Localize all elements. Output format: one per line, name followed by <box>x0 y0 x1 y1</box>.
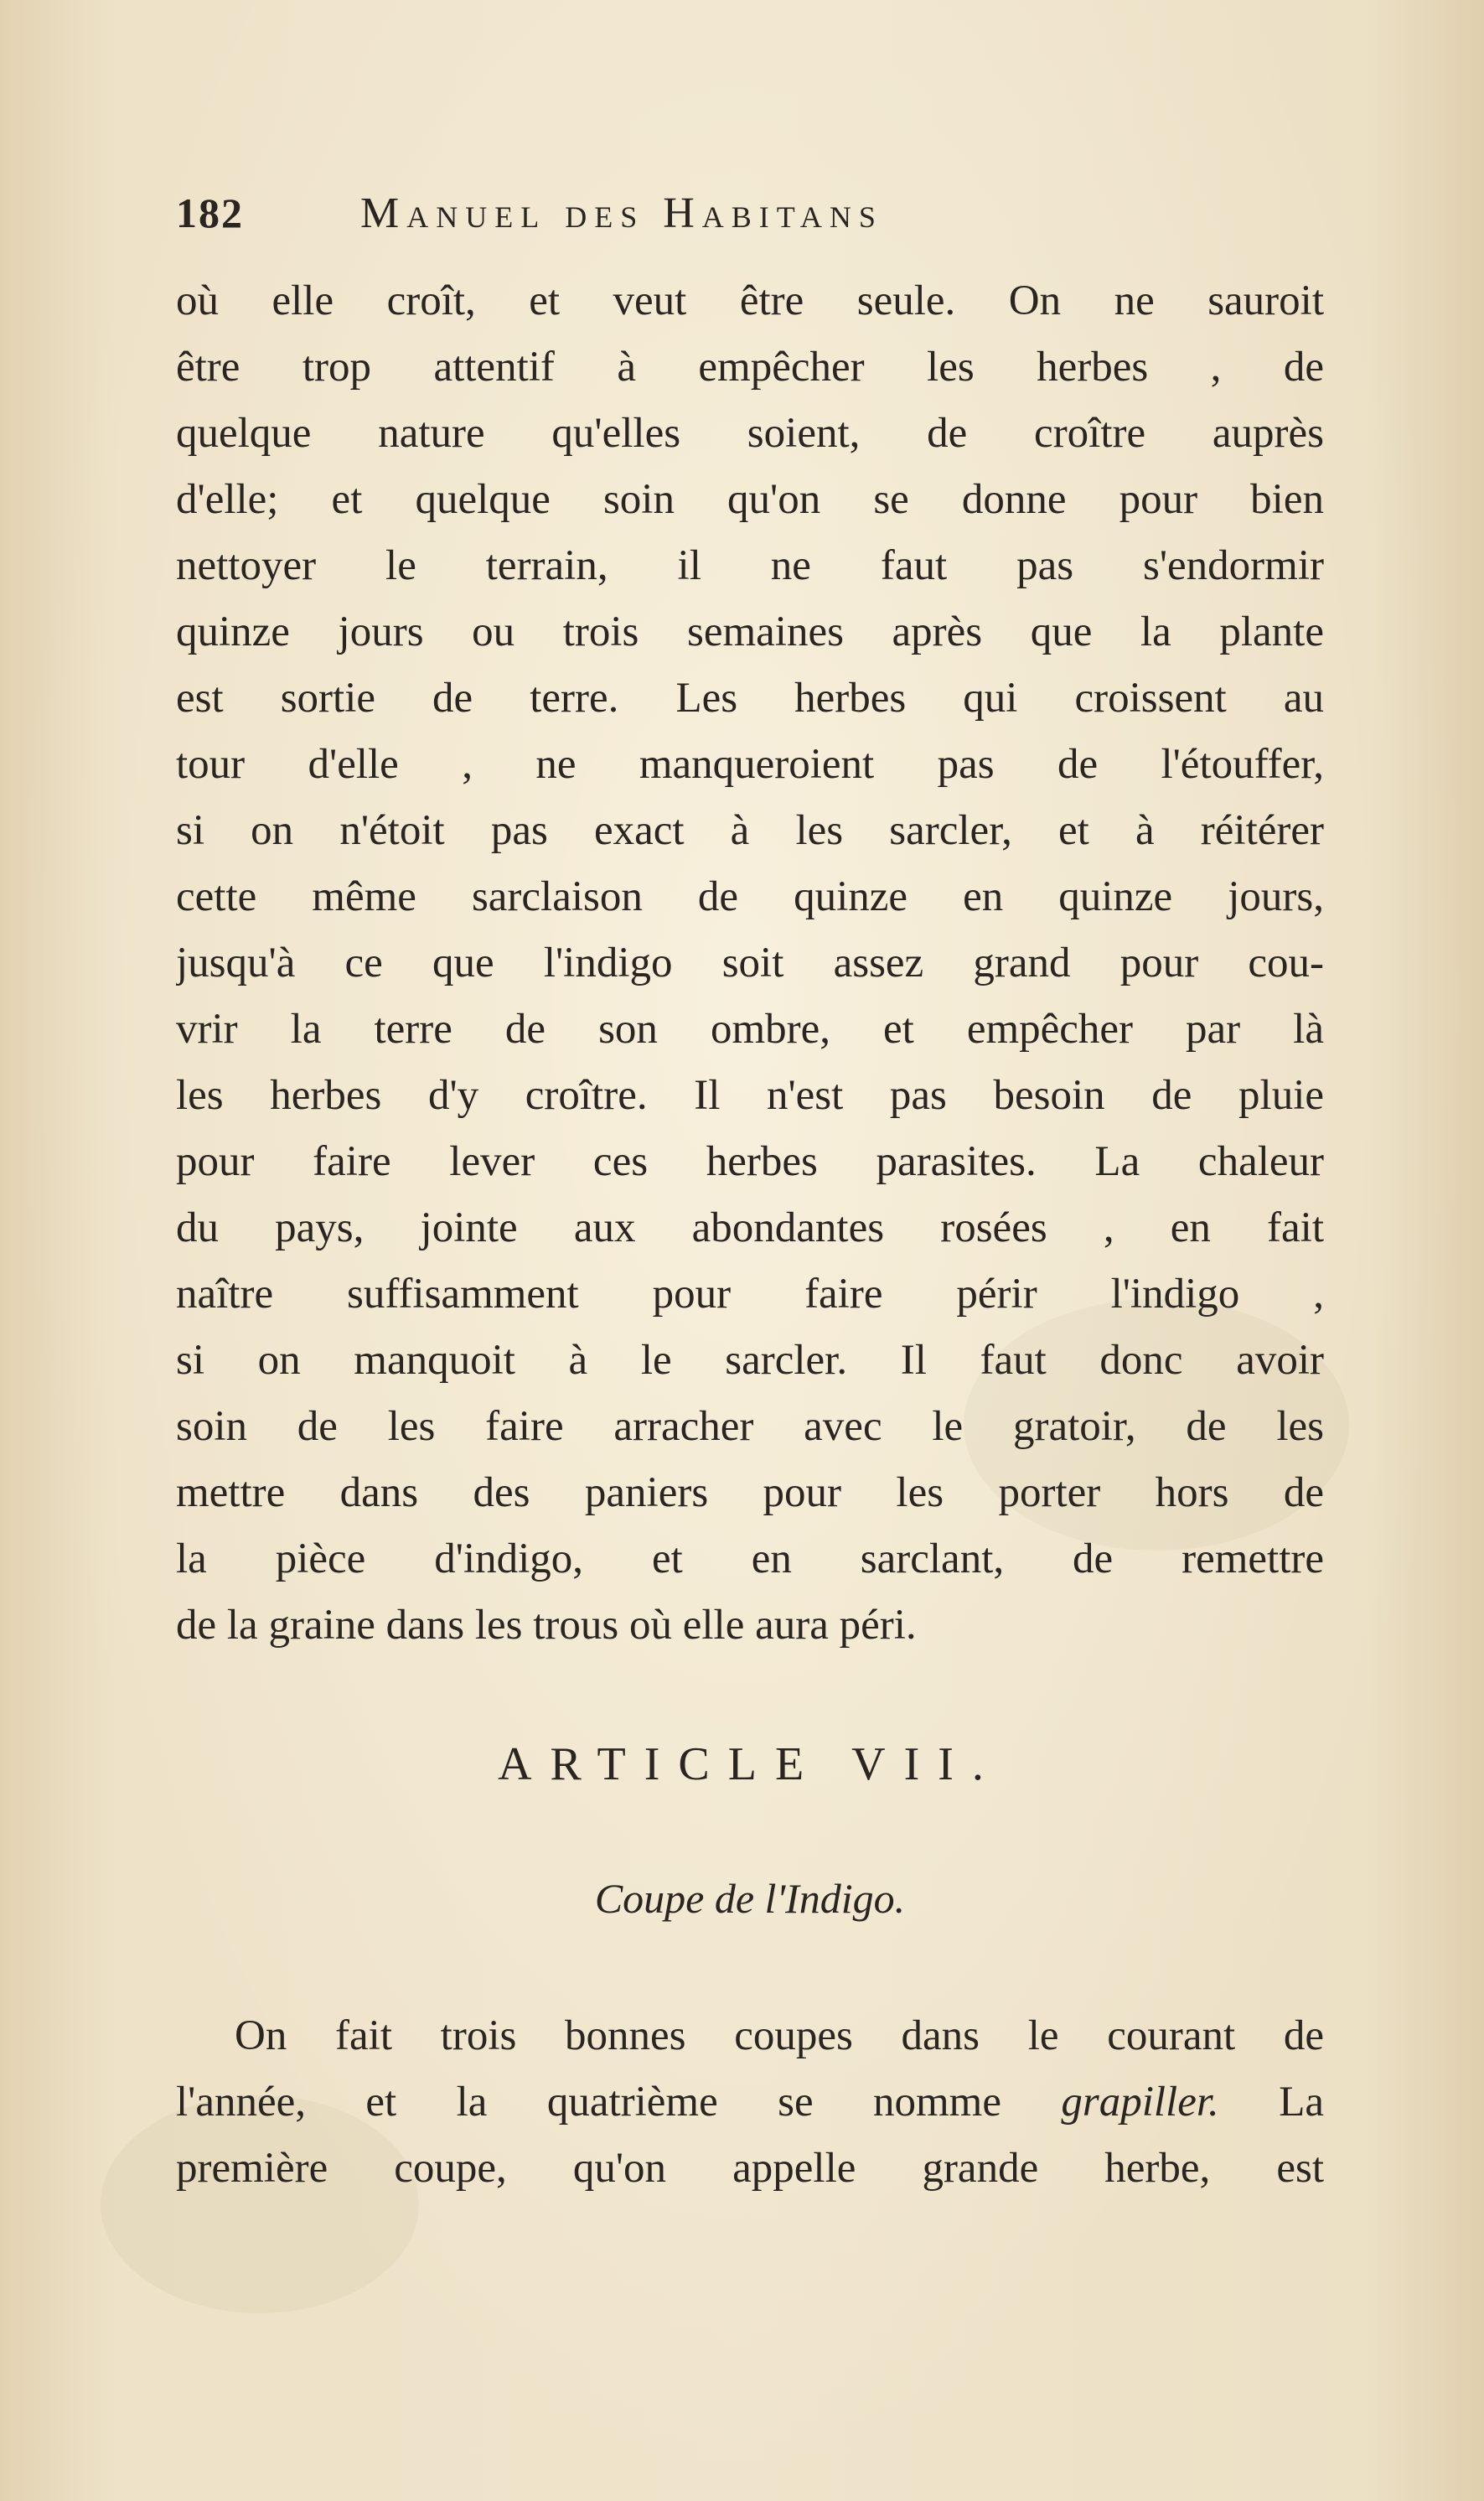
page-number: 182 <box>176 189 244 236</box>
text-line: nettoyer le terrain, il ne faut pas s'endormir <box>176 542 1324 589</box>
text-line: vrir la terre de son ombre, et empêcher par là <box>176 1006 1324 1053</box>
italic-term: grapiller. <box>1061 2079 1219 2126</box>
paragraph-1 <box>176 268 1324 1659</box>
text-line: soin de les faire arracher avec le gratoir, de les <box>176 1403 1324 1450</box>
text-line: de la graine dans les trous où elle aura péri. <box>176 1602 917 1649</box>
text-line: jusqu'à ce que l'indigo soit assez grand pour cou- <box>176 940 1324 986</box>
section-title: Coupe de l'Indigo. <box>594 1875 906 1922</box>
text-segment: La <box>1218 2079 1324 2126</box>
text-line: naître suffisamment pour faire périr l'indigo , <box>176 1271 1324 1318</box>
text-line: On fait trois bonnes coupes dans le courant de <box>235 2012 1324 2059</box>
text-line <box>176 2069 1324 2136</box>
text-line: pour faire lever ces herbes parasites. La chaleur <box>176 1138 1324 1185</box>
text-line: est sortie de terre. Les herbes qui croissent au <box>176 675 1324 722</box>
page-header <box>176 189 1324 247</box>
article-heading: ARTICLE VII. <box>498 1738 1002 1790</box>
text-line: quelque nature qu'elles soient, de croître auprès <box>176 410 1324 457</box>
text-line: d'elle; et quelque soin qu'on se donne pour bien <box>176 476 1324 523</box>
running-title: Manuel des Habitans <box>360 189 883 237</box>
text-line: première coupe, qu'on appelle grande herbe, est <box>176 2145 1324 2192</box>
text-line: tour d'elle , ne manqueroient pas de l'étouffer, <box>176 741 1324 788</box>
text-line: les herbes d'y croître. Il n'est pas besoin de pluie <box>176 1072 1324 1119</box>
text-line: si on n'étoit pas exact à les sarcler, et à réitérer <box>176 807 1324 854</box>
text-line: où elle croît, et veut être seule. On ne sauroit <box>176 277 1324 324</box>
text-line: quinze jours ou trois semaines après que la plante <box>176 608 1324 655</box>
text-segment: l'année, et la quatrième se nomme <box>176 2079 1062 2126</box>
text-line: mettre dans des paniers pour les porter hors de <box>176 1469 1324 1516</box>
text-line: la pièce d'indigo, et en sarclant, de remettre <box>176 1535 1324 1582</box>
text-line: du pays, jointe aux abondantes rosées , en fait <box>176 1204 1324 1251</box>
text-line: être trop attentif à empêcher les herbes , de <box>176 344 1324 391</box>
paragraph-2 <box>176 2003 1324 2202</box>
text-line: si on manquoit à le sarcler. Il faut donc avoir <box>176 1337 1324 1384</box>
text-line: cette même sarclaison de quinze en quinze jours, <box>176 873 1324 920</box>
